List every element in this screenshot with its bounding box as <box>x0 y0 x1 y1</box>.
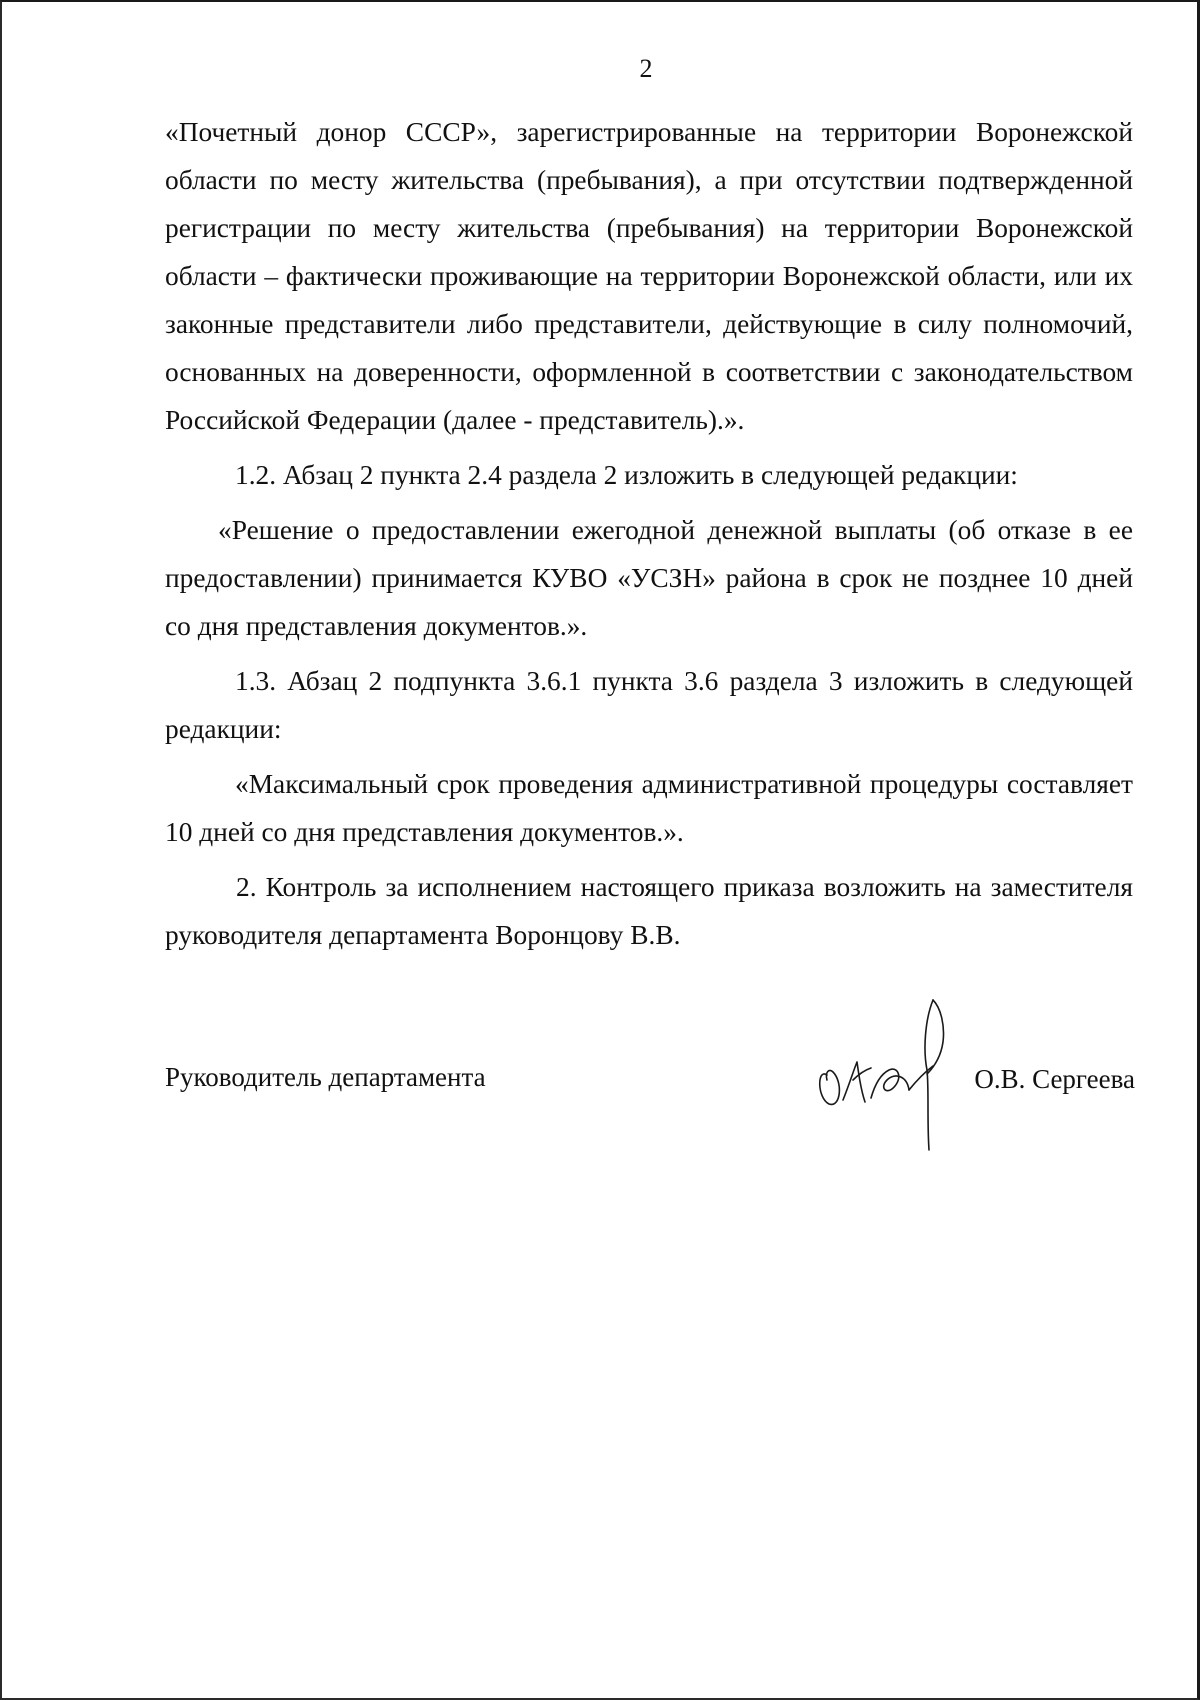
signer-name: О.В. Сергеева <box>974 1064 1135 1094</box>
signer-title: Руководитель департамента <box>165 1062 486 1092</box>
page-number: 2 <box>639 54 653 83</box>
paragraph-item-1-3: 1.3. Абзац 2 подпункта 3.6.1 пункта 3.6 раздела 3 изложить в следующей редакции: <box>165 666 1133 744</box>
paragraph-quote-decision: «Решение о предоставлении ежегодной денежной выплаты (об отказе в ее предоставлении) принимается КУВО «УСЗН» района в срок не позднее 10 дней со дня представления документов.». <box>165 515 1133 641</box>
paragraph-continuation: «Почетный донор СССР», зарегистрированные на территории Воронежской области по месту жительства (пребывания), а при отсутствии подтвержденной регистрации по месту жительства (пребывания) на территории Воронежской области – фактически проживающие на территории Воронежской области, или их законные представители либо представители, действующие в силу полномочий, основанных на доверенности, оформленной в соответствии с законодательством Российской Федерации (далее - представитель).». <box>165 117 1133 435</box>
handwritten-signature <box>815 980 965 1160</box>
paragraph-item-1-2: 1.2. Абзац 2 пункта 2.4 раздела 2 изложить в следующей редакции: <box>235 460 1018 490</box>
document-body <box>165 108 1133 959</box>
paragraph-quote-max-term: «Максимальный срок проведения административной процедуры составляет 10 дней со дня представления документов.». <box>165 769 1133 847</box>
signature-block <box>165 1040 1135 1200</box>
paragraph-item-2-control: 2. Контроль за исполнением настоящего приказа возложить на заместителя руководителя департамента Воронцову В.В. <box>165 872 1133 950</box>
